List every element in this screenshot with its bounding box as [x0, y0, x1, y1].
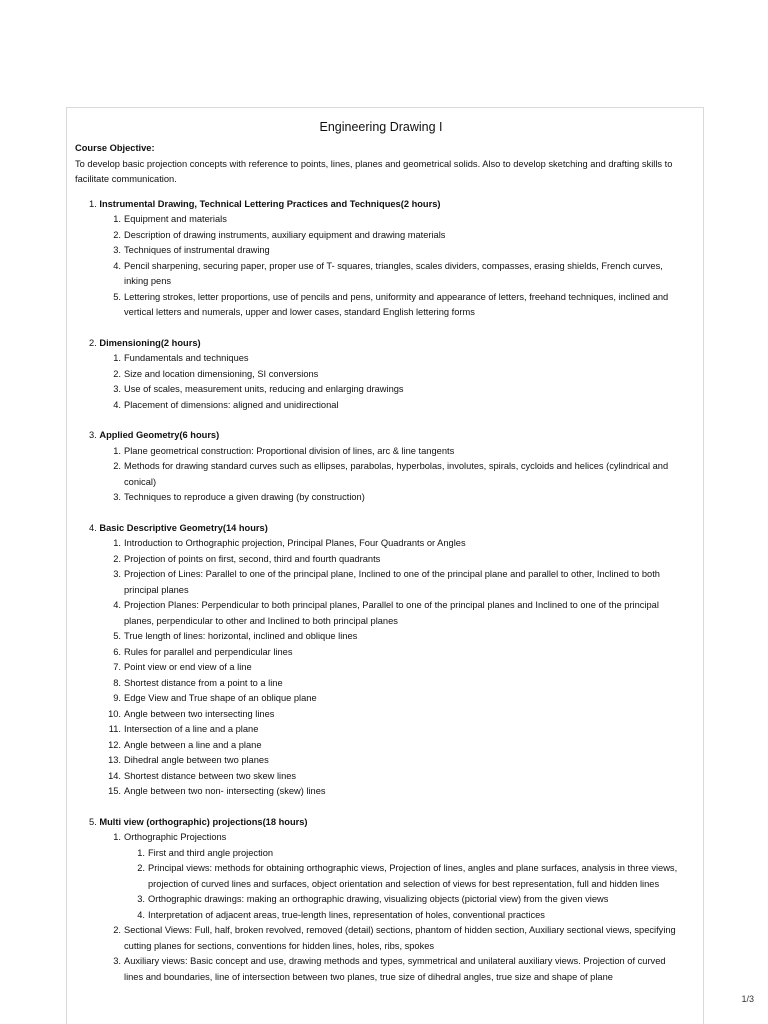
syllabus-section	[75, 428, 687, 506]
section-title: Instrumental Drawing, Technical Lettering Practices and Techniques(2 hours)	[99, 198, 441, 209]
subtopic-item	[124, 908, 687, 924]
subtopic-item	[124, 892, 687, 908]
topic-number: 4.	[113, 399, 121, 410]
topic-item	[75, 722, 687, 738]
section-title: Multi view (orthographic) projections(18 hours)	[99, 816, 308, 827]
topic-item	[75, 367, 687, 383]
topic-text: Projection of Lines: Parallel to one of the principal plane, Inclined to one of the principal plane and parallel to other, Inclined to both principal planes	[124, 569, 660, 595]
topic-number: 2.	[113, 553, 121, 564]
topic-text: Size and location dimensioning, SI conversions	[124, 368, 319, 379]
topic-item	[75, 212, 687, 228]
topic-item	[75, 923, 687, 954]
topic-text: Rules for parallel and perpendicular lines	[124, 646, 293, 657]
topic-item	[75, 290, 687, 321]
topic-text: Auxiliary views: Basic concept and use, drawing methods and types, symmetrical and unilateral auxiliary views. Projection of curved lines and boundaries, line of intersection between two planes, true size of dihedral angles, true size and shape of plane	[124, 956, 666, 982]
topic-text: Sectional Views: Full, half, broken revolved, removed (detail) sections, phantom of hidden section, Auxiliary sectional views, specifying cutting planes for sections, conventions for hidden lines, holes, ribs, spokes	[124, 925, 676, 951]
topic-item	[75, 536, 687, 552]
section-number: 4.	[89, 522, 97, 533]
topic-item	[75, 382, 687, 398]
topic-item	[75, 552, 687, 568]
topic-text: Angle between a line and a plane	[124, 739, 262, 750]
topic-number: 2.	[113, 368, 121, 379]
topic-item	[75, 707, 687, 723]
topic-list	[75, 212, 687, 321]
topic-number: 8.	[113, 677, 121, 688]
topic-item	[75, 398, 687, 414]
topic-text: Orthographic Projections	[124, 832, 227, 842]
topic-item	[75, 259, 687, 290]
objective-heading: Course Objective:	[75, 143, 155, 153]
section-title: Applied Geometry(6 hours)	[99, 430, 220, 440]
objective-text: To develop basic projection concepts with reference to points, lines, planes and geometrical solids. Also to develop sketching and drafting skills to facilitate communication.	[75, 158, 673, 184]
section-heading	[75, 521, 687, 537]
syllabus-section	[75, 521, 687, 800]
topic-text: Techniques of instrumental drawing	[124, 245, 270, 255]
topic-number: 4.	[113, 600, 121, 610]
topic-number: 14.	[108, 770, 121, 781]
topic-text: Projection of points on first, second, third and fourth quadrants	[124, 553, 381, 564]
section-heading	[75, 815, 687, 831]
topic-item	[75, 738, 687, 754]
topic-item	[75, 567, 687, 598]
topic-number: 5.	[113, 291, 121, 302]
topic-number: 10.	[108, 708, 121, 719]
topic-item	[75, 598, 687, 629]
topic-number: 4.	[113, 260, 121, 271]
topic-item	[75, 645, 687, 661]
syllabus-section	[75, 815, 687, 986]
topic-item	[75, 459, 687, 490]
topic-item	[75, 676, 687, 692]
topic-text: Fundamentals and techniques	[124, 353, 249, 363]
section-number: 3.	[89, 430, 97, 440]
topic-text: Placement of dimensions: aligned and unidirectional	[124, 399, 339, 410]
topic-text: Projection Planes: Perpendicular to both principal planes, Parallel to one of the principal planes and Inclined to one of the principal planes, perpendicular to other and Inclined to both principal planes	[124, 600, 659, 626]
topic-text: Pencil sharpening, securing paper, proper use of T- squares, triangles, scales dividers, compasses, erasing shields, French curves, inking pens	[124, 260, 663, 286]
topic-number: 7.	[113, 662, 121, 672]
subtopic-text: First and third angle projection	[148, 847, 274, 858]
subtopic-number: 4.	[137, 909, 145, 920]
section-heading	[75, 428, 687, 444]
topic-number: 6.	[113, 646, 121, 657]
topic-text: True length of lines: horizontal, inclined and oblique lines	[124, 631, 358, 641]
topic-text: Lettering strokes, letter proportions, use of pencils and pens, uniformity and appearance of letters, freehand techniques, inclined and vertical letters and numerals, upper and lower cases, standard English lettering forms	[124, 291, 669, 317]
topic-number: 3.	[113, 569, 121, 579]
topic-item	[75, 784, 687, 800]
topic-text: Angle between two intersecting lines	[124, 708, 275, 719]
topic-list	[75, 830, 687, 985]
section-heading	[75, 336, 687, 352]
page-content	[67, 119, 703, 985]
page-title: Engineering Drawing I	[319, 120, 443, 134]
topic-number: 1.	[113, 445, 121, 456]
topic-text: Edge View and True shape of an oblique plane	[124, 693, 317, 703]
topic-text: Methods for drawing standard curves such as ellipses, parabolas, hyperbolas, involutes, spirals, cycloids and helices (cylindrical and conical)	[124, 461, 669, 487]
topic-number: 3.	[113, 492, 121, 502]
topic-item	[75, 629, 687, 645]
topic-number: 3.	[113, 956, 121, 966]
topic-number: 2.	[113, 229, 121, 240]
subtopic-item	[124, 846, 687, 862]
document-page	[66, 107, 704, 1024]
topic-item	[75, 753, 687, 769]
topic-number: 1.	[113, 538, 121, 548]
topic-text: Introduction to Orthographic projection, Principal Planes, Four Quadrants or Angles	[124, 538, 466, 548]
topic-number: 3.	[113, 384, 121, 394]
topic-text: Shortest distance between two skew lines	[124, 770, 297, 781]
topic-text: Plane geometrical construction: Proportional division of lines, arc & line tangents	[124, 445, 455, 456]
topic-item	[75, 830, 687, 923]
topic-item	[75, 243, 687, 259]
topic-number: 1.	[113, 353, 121, 363]
topic-list	[75, 536, 687, 800]
subtopic-text: Principal views: methods for obtaining orthographic views, Projection of lines, angles and plane surfaces, analysis in three views, projection of curved lines and surfaces, object orientation and selection of views for best representation, full and hidden lines	[148, 863, 678, 889]
topic-item	[75, 444, 687, 460]
topic-text: Dihedral angle between two planes	[124, 755, 269, 765]
topic-number: 13.	[108, 755, 121, 765]
subtopic-number: 3.	[137, 894, 145, 904]
subtopic-item	[124, 861, 687, 892]
section-number: 1.	[89, 198, 97, 209]
section-heading	[75, 197, 687, 213]
topic-number: 1.	[113, 832, 121, 842]
subtopic-list	[124, 846, 687, 924]
topic-item	[75, 660, 687, 676]
syllabus-sections	[75, 197, 687, 986]
subtopic-text: Orthographic drawings: making an orthographic drawing, visualizing objects (pictorial view) from the given views	[148, 894, 609, 904]
section-title: Basic Descriptive Geometry(14 hours)	[99, 522, 268, 533]
topic-text: Intersection of a line and a plane	[124, 724, 259, 734]
syllabus-section	[75, 336, 687, 414]
topic-list	[75, 351, 687, 413]
topic-number: 2.	[113, 925, 121, 935]
topic-text: Use of scales, measurement units, reducing and enlarging drawings	[124, 384, 404, 394]
topic-number: 15.	[108, 786, 121, 796]
topic-item	[75, 691, 687, 707]
topic-number: 5.	[113, 631, 121, 641]
topic-number: 1.	[113, 214, 121, 224]
topic-number: 2.	[113, 461, 121, 471]
topic-item	[75, 954, 687, 985]
section-number: 5.	[89, 816, 97, 827]
section-number: 2.	[89, 337, 97, 348]
topic-item	[75, 490, 687, 506]
section-title: Dimensioning(2 hours)	[99, 337, 201, 348]
topic-item	[75, 228, 687, 244]
topic-text: Techniques to reproduce a given drawing (by construction)	[124, 492, 365, 502]
subtopic-number: 2.	[137, 863, 145, 873]
topic-text: Angle between two non- intersecting (skew) lines	[124, 786, 326, 796]
topic-item	[75, 351, 687, 367]
subtopic-text: Interpretation of adjacent areas, true-length lines, representation of holes, conventional practices	[148, 909, 545, 920]
syllabus-section	[75, 197, 687, 321]
topic-text: Point view or end view of a line	[124, 662, 252, 672]
topic-number: 3.	[113, 245, 121, 255]
page-indicator: 1/3	[741, 994, 754, 1004]
subtopic-number: 1.	[137, 847, 145, 858]
topic-text: Shortest distance from a point to a line	[124, 677, 283, 688]
topic-number: 9.	[113, 693, 121, 703]
topic-item	[75, 769, 687, 785]
topic-text: Equipment and materials	[124, 214, 227, 224]
topic-number: 12.	[108, 739, 121, 750]
topic-list	[75, 444, 687, 506]
topic-number: 11.	[108, 724, 121, 734]
topic-text: Description of drawing instruments, auxiliary equipment and drawing materials	[124, 229, 446, 240]
